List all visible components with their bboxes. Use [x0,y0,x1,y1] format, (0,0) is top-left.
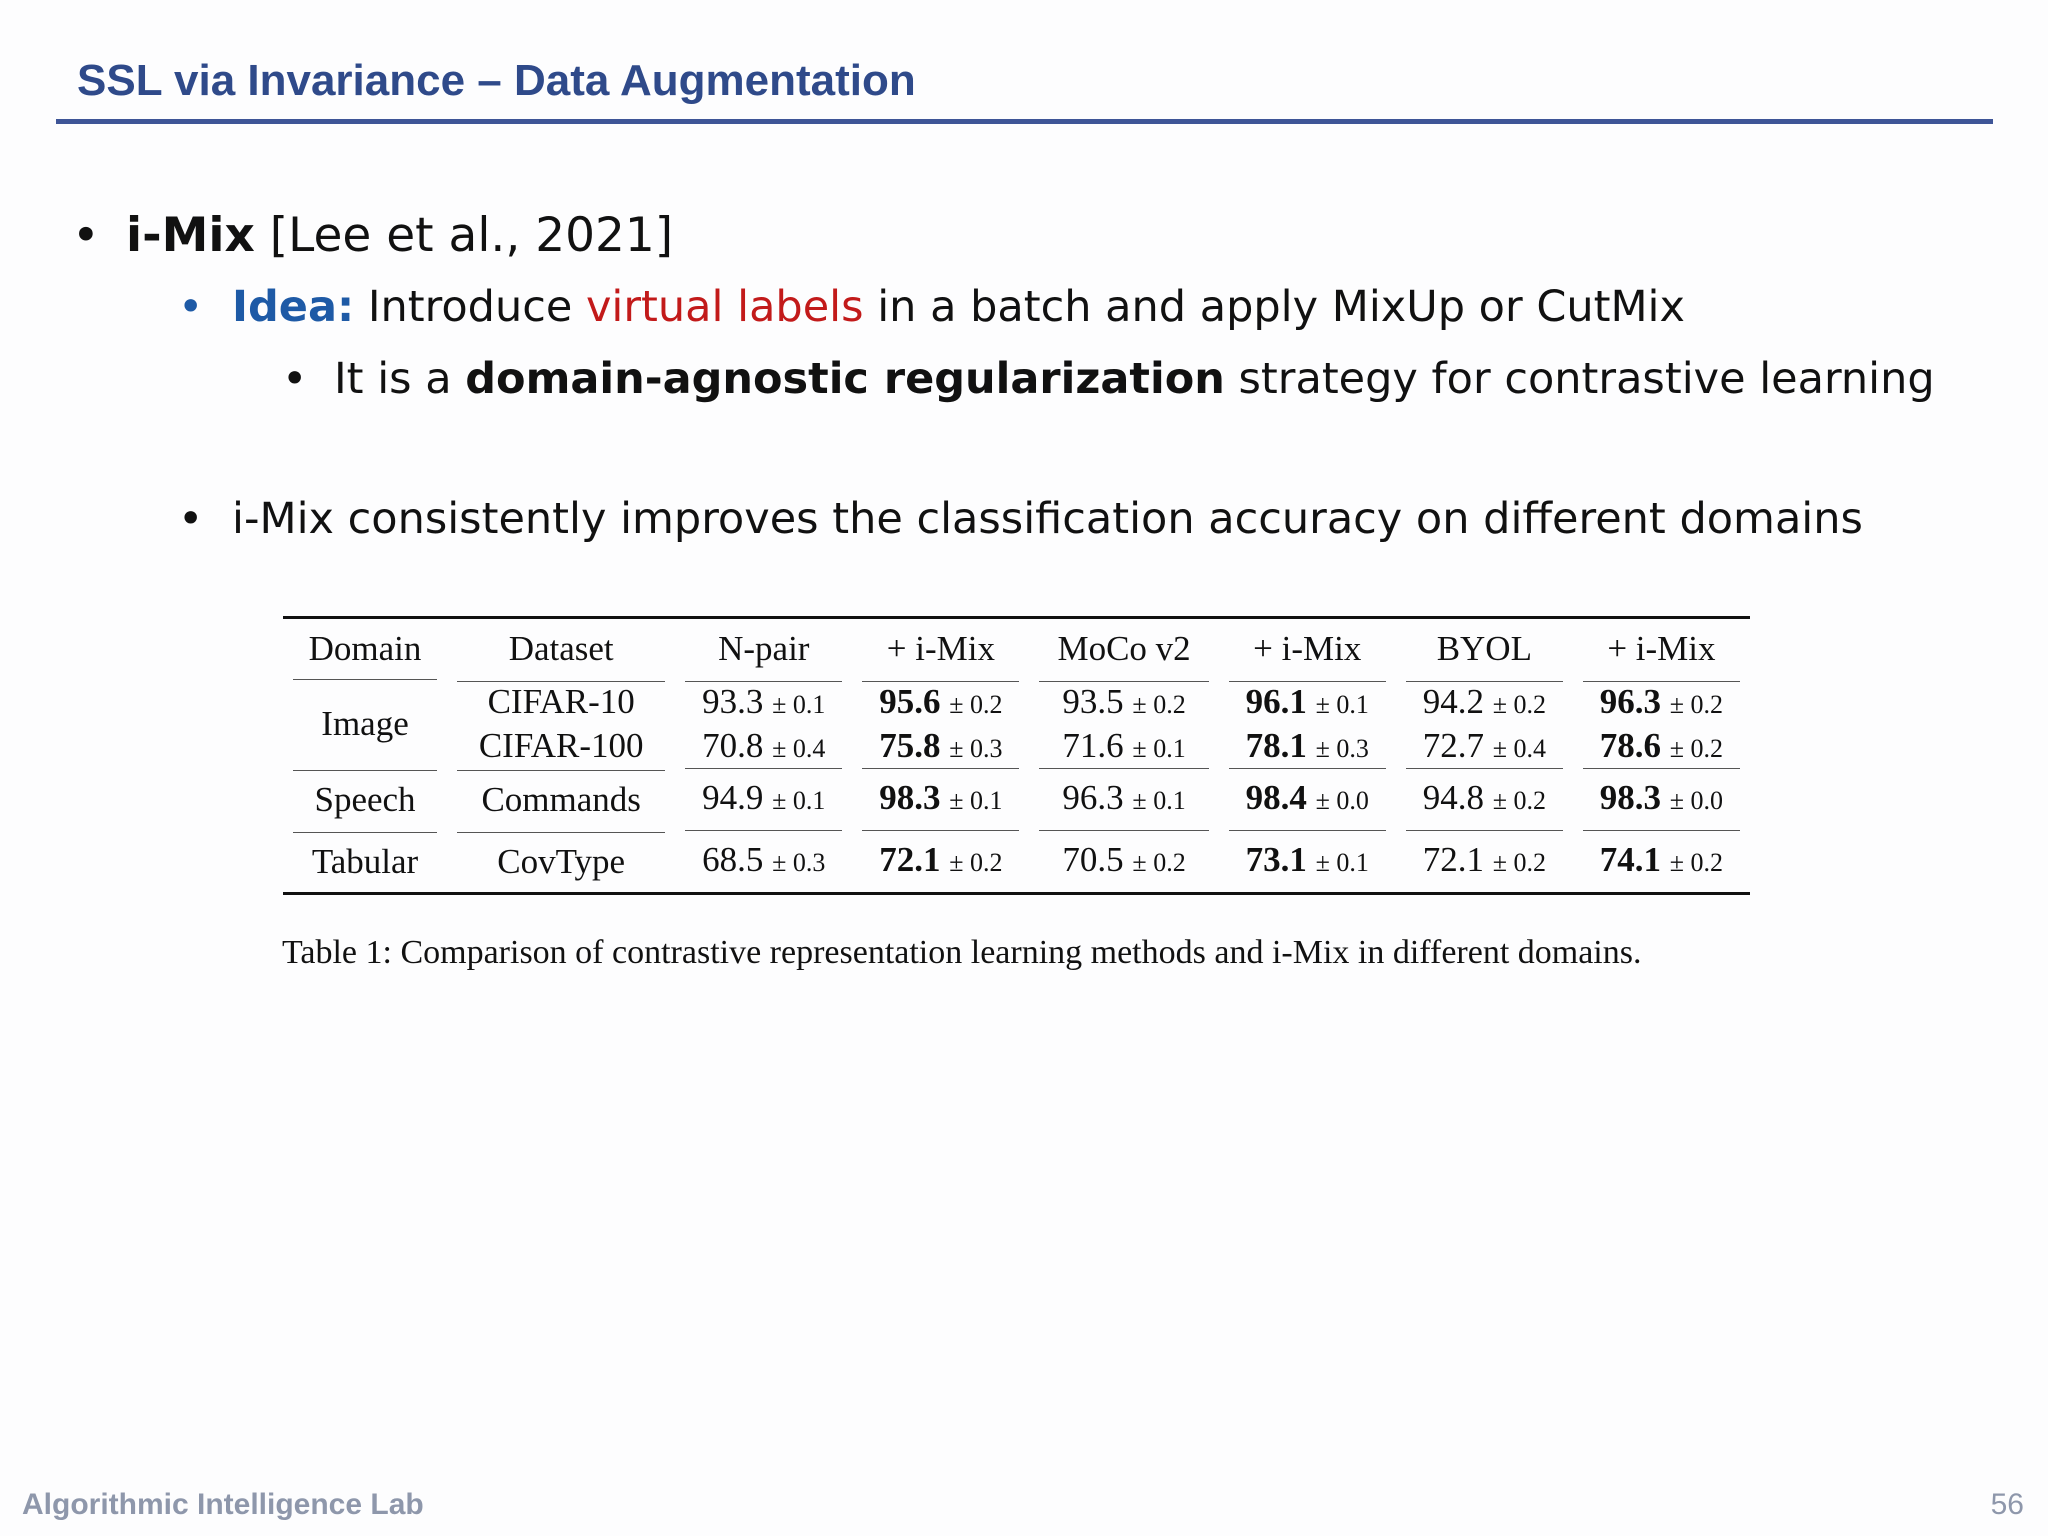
bullet-dot: • [178,282,204,332]
dataset-cell: CovType [447,830,675,894]
value-cell: 72.1 ± 0.2 [852,830,1029,894]
table-row [283,724,1750,769]
results-text: i-Mix consistently improves the classification accuracy on different domains [232,494,1863,544]
value-cell: 94.2 ± 0.2 [1396,679,1573,724]
header-mocov2-imix: + i-Mix [1253,629,1362,668]
table-header-row [283,618,1750,680]
idea-highlight: virtual labels [585,282,864,332]
domain-cell: Tabular [283,830,447,894]
value-cell: 70.8 ± 0.4 [702,725,826,765]
domain-cell: Speech [283,768,447,830]
dataset-cell: CIFAR-10 [447,679,675,724]
value-cell: 98.4 ± 0.0 [1219,768,1396,830]
results-table [283,616,1750,895]
value-cell: 71.6 ± 0.1 [1062,725,1186,765]
value-cell: 96.3 ± 0.1 [1029,768,1218,830]
imix-name: i-Mix [126,208,255,263]
page-number: 56 [1990,1488,2024,1521]
value-cell: 78.1 ± 0.3 [1245,725,1369,765]
idea-text-pre: Introduce [354,282,586,332]
header-dataset: Dataset [508,629,614,668]
value-cell: 98.3 ± 0.1 [852,768,1029,830]
value-cell: 96.1 ± 0.1 [1219,679,1396,724]
value-cell: 72.1 ± 0.2 [1396,830,1573,894]
value-cell: 70.5 ± 0.2 [1029,830,1218,894]
value-cell: 94.8 ± 0.2 [1396,768,1573,830]
value-cell: 78.6 ± 0.2 [1599,725,1724,765]
header-byol-imix: + i-Mix [1607,629,1716,668]
value-cell: 72.7 ± 0.4 [1422,725,1546,765]
dataset-cell: Commands [447,768,675,830]
bullet-dot: • [282,354,308,404]
title-underline [56,119,1993,124]
idea-label: Idea: [232,282,355,332]
imix-citation: [Lee et al., 2021] [254,208,674,263]
header-domain: Domain [308,629,422,668]
table-caption: Table 1: Comparison of contrastive representation learning methods and i-Mix in different domains. [282,934,1642,971]
value-cell: 74.1 ± 0.2 [1573,830,1750,894]
dataset-cell: CIFAR-100 [478,725,644,765]
header-npair: N-pair [718,629,810,668]
bullet-idea [178,282,1685,332]
header-mocov2: MoCo v2 [1057,629,1191,668]
header-npair-imix: + i-Mix [886,629,995,668]
reg-text-pre: It is a [334,354,466,404]
slide-title: SSL via Invariance – Data Augmentation [77,56,916,105]
value-cell: 75.8 ± 0.3 [879,725,1003,765]
table-row [283,679,1750,724]
value-cell: 94.9 ± 0.1 [675,768,852,830]
reg-text-post: strategy for contrastive learning [1224,354,1935,404]
bullet-regularization [282,354,1935,404]
domain-cell: Image [283,679,447,768]
bullet-results [178,494,1863,544]
bullet-dot: • [72,208,100,263]
bullet-dot: • [178,494,204,544]
header-byol: BYOL [1436,629,1532,668]
value-cell: 93.5 ± 0.2 [1029,679,1218,724]
value-cell: 93.3 ± 0.1 [675,679,852,724]
bullet-imix [72,208,673,263]
table-row [283,830,1750,894]
reg-bold: domain-agnostic regularization [465,354,1225,404]
value-cell: 98.3 ± 0.0 [1573,768,1750,830]
idea-text-post: in a batch and apply MixUp or CutMix [863,282,1685,332]
footer-lab-name: Algorithmic Intelligence Lab [22,1488,424,1521]
table-row [283,768,1750,830]
value-cell: 96.3 ± 0.2 [1573,679,1750,724]
value-cell: 95.6 ± 0.2 [852,679,1029,724]
value-cell: 68.5 ± 0.3 [675,830,852,894]
value-cell: 73.1 ± 0.1 [1219,830,1396,894]
